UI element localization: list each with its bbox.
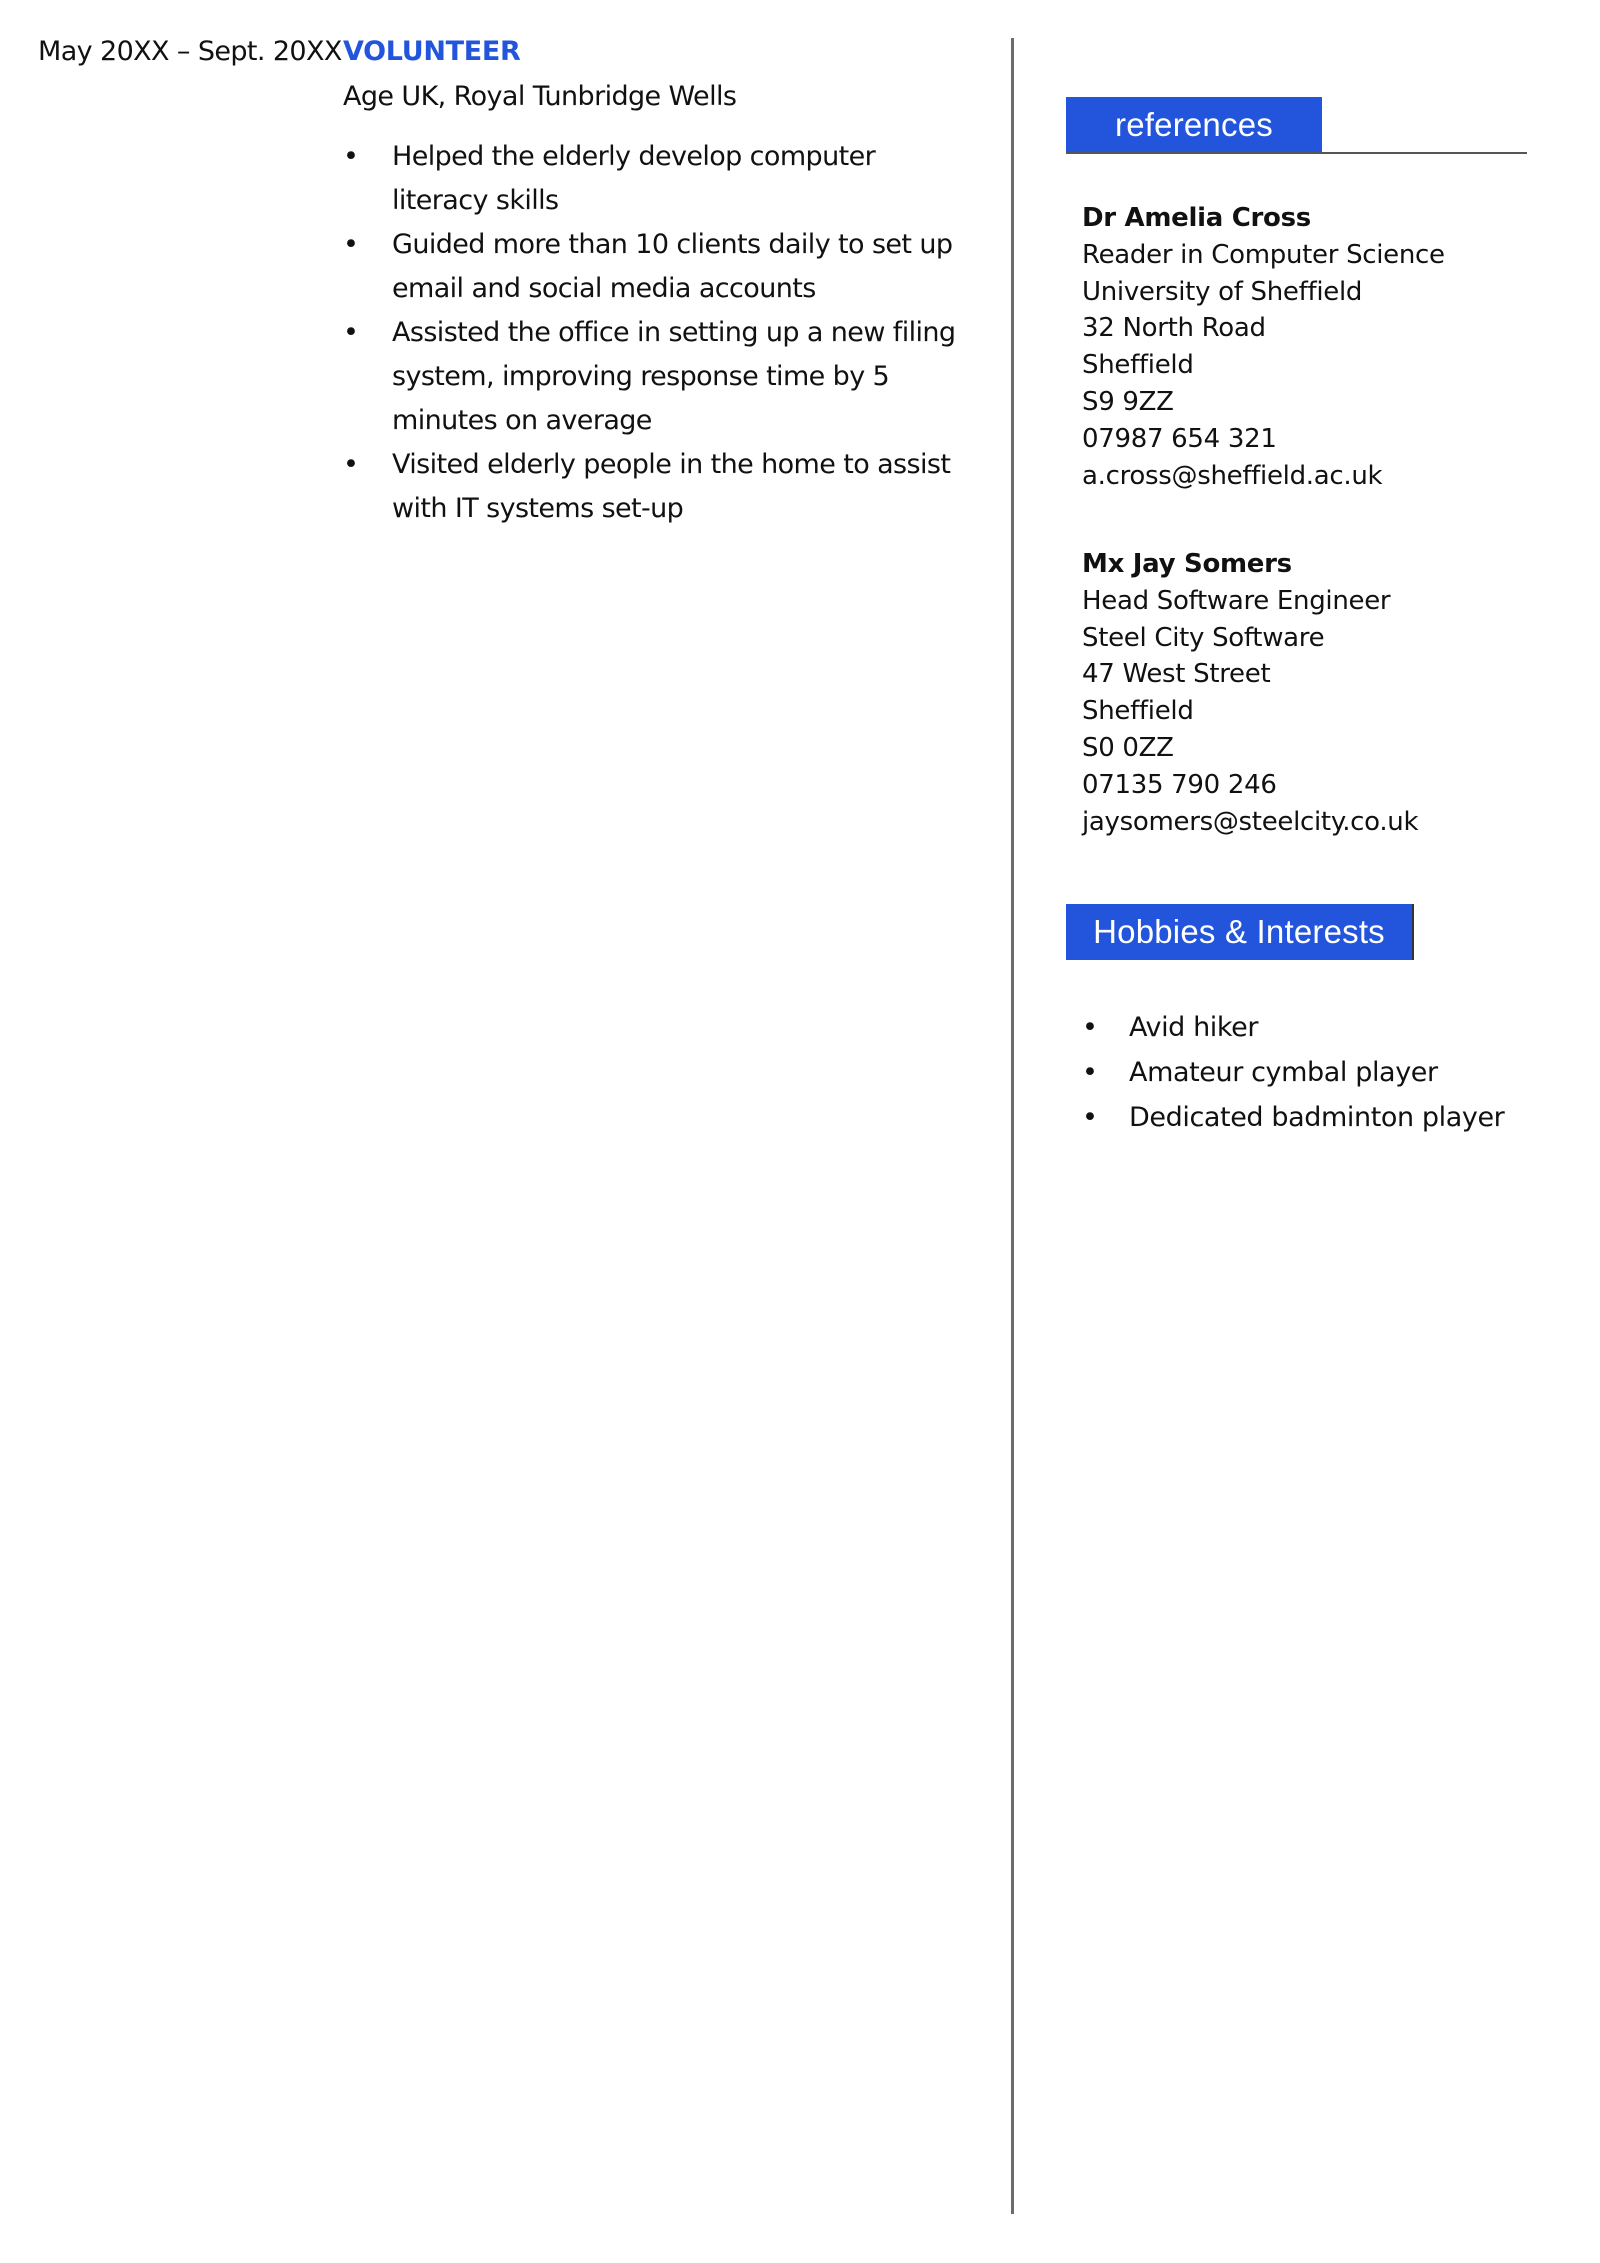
experience-dates: May 20XX – Sept. 20XX xyxy=(38,36,342,67)
hobby-item xyxy=(1082,1050,1504,1095)
reference-organization: Steel City Software xyxy=(1082,622,1325,653)
reference-city: Sheffield xyxy=(1082,696,1194,727)
reference-phone: 07135 790 246 xyxy=(1082,769,1277,800)
reference-card xyxy=(1082,546,1562,840)
duty-text: Guided more than 10 clients daily to set up email and social media accounts xyxy=(392,229,953,304)
bullet-icon: • xyxy=(343,229,359,260)
bullet-icon: • xyxy=(1082,1102,1098,1133)
bullet-icon: • xyxy=(343,317,359,348)
references-underline xyxy=(1066,152,1527,154)
reference-phone: 07987 654 321 xyxy=(1082,423,1277,454)
hobby-item xyxy=(1082,1005,1504,1050)
reference-role: Reader in Computer Science xyxy=(1082,239,1445,270)
bullet-icon: • xyxy=(1082,1012,1098,1043)
hobbies-list xyxy=(1082,1005,1504,1140)
reference-city: Sheffield xyxy=(1082,350,1194,381)
reference-name: Dr Amelia Cross xyxy=(1082,203,1311,233)
reference-postcode: S0 0ZZ xyxy=(1082,732,1174,763)
column-divider xyxy=(1011,38,1014,2214)
hobbies-heading: Hobbies & Interests xyxy=(1066,904,1414,960)
reference-name: Mx Jay Somers xyxy=(1082,549,1292,579)
duty-item xyxy=(343,223,963,311)
hobby-text: Avid hiker xyxy=(1129,1012,1259,1043)
hobby-text: Dedicated badminton player xyxy=(1129,1102,1505,1133)
job-title: VOLUNTEER xyxy=(343,36,521,67)
reference-postcode: S9 9ZZ xyxy=(1082,386,1174,417)
reference-street: 47 West Street xyxy=(1082,659,1271,690)
reference-email: jaysomers@steelcity.co.uk xyxy=(1082,806,1419,837)
duty-item xyxy=(343,135,963,223)
reference-organization: University of Sheffield xyxy=(1082,276,1363,307)
employer: Age UK, Royal Tunbridge Wells xyxy=(343,81,737,112)
hobby-item xyxy=(1082,1095,1504,1140)
duty-item xyxy=(343,311,963,443)
duty-text: Visited elderly people in the home to assist with IT systems set-up xyxy=(392,449,951,524)
duty-text: Helped the elderly develop computer literacy skills xyxy=(392,141,876,216)
bullet-icon: • xyxy=(343,449,359,480)
reference-street: 32 North Road xyxy=(1082,313,1266,344)
reference-email: a.cross@sheffield.ac.uk xyxy=(1082,460,1383,491)
duties-list xyxy=(343,135,963,531)
bullet-icon: • xyxy=(343,141,359,172)
duty-text: Assisted the office in setting up a new filing system, improving response time by 5 minutes on average xyxy=(392,317,956,436)
references-heading: references xyxy=(1066,97,1322,153)
bullet-icon: • xyxy=(1082,1057,1098,1088)
duty-item xyxy=(343,443,963,531)
reference-card xyxy=(1082,200,1562,494)
hobby-text: Amateur cymbal player xyxy=(1129,1057,1438,1088)
reference-role: Head Software Engineer xyxy=(1082,585,1391,616)
